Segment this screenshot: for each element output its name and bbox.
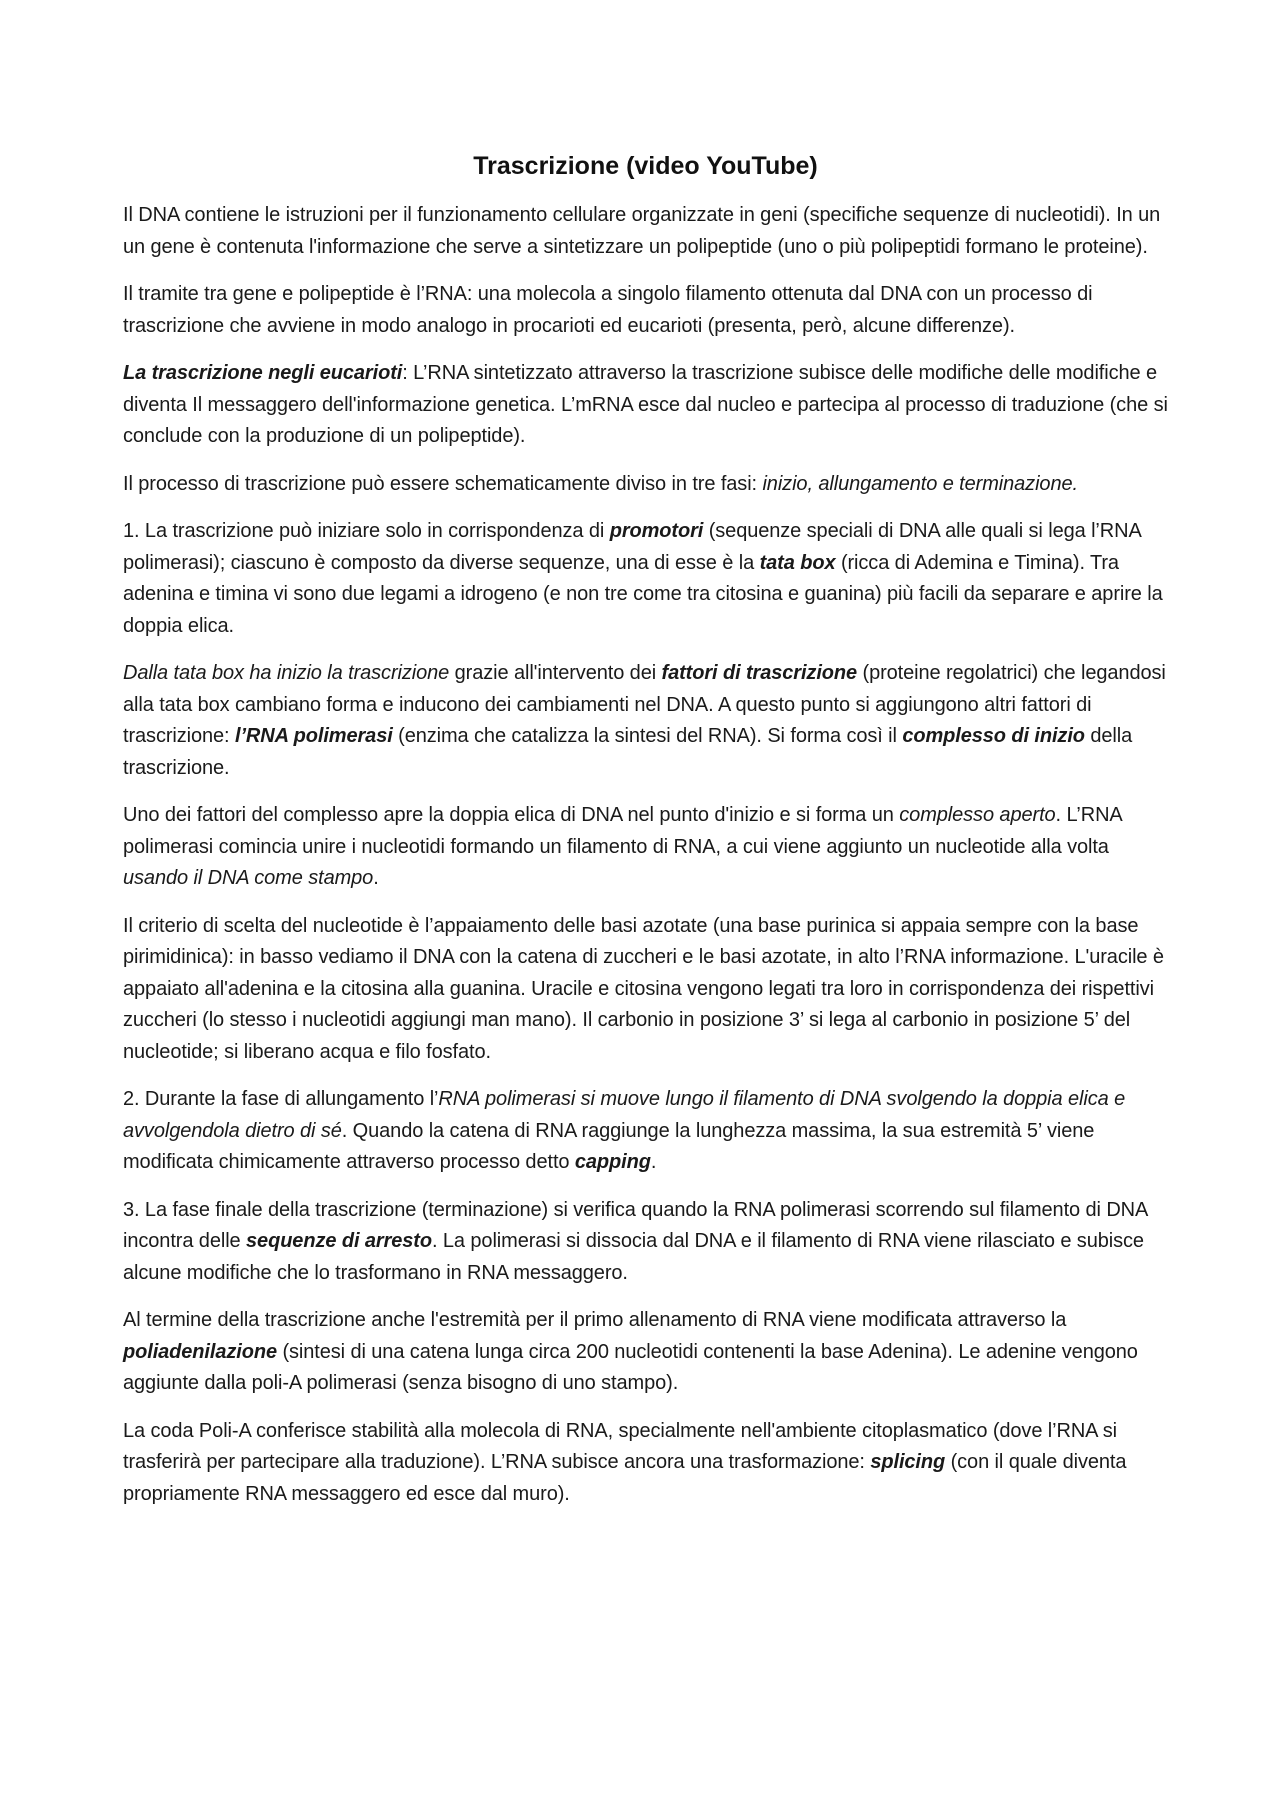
italic-run: Dalla tata box ha inizio la trascrizione: [123, 662, 450, 684]
paragraph: [123, 658, 1168, 784]
emphasis-term: sequenze di arresto: [246, 1230, 432, 1252]
paragraph: [123, 911, 1168, 1069]
text-run: (con il quale diventa propriamente RNA messaggero ed esce dal muro).: [123, 1451, 1127, 1505]
text-run: Il criterio di scelta del nucleotide è l’appaiamento delle basi azotate (una base purinica si appaia sempre con la base pirimidinica): in basso vediamo il DNA con la catena di zuccheri e le basi azotate, in alto l’RNA informazione. L'uracile è appaiato all'adenina e la citosina alla guanina. Uracile e citosina vengono legati tra loro in corrispondenza dei rispettivi zuccheri (lo stesso i nucleotidi aggiungi man mano). Il carbonio in posizione 3’ si lega al carbonio in posizione 5’ del nucleotide; si liberano acqua e filo fosfato.: [123, 914, 1164, 1063]
text-run: Uno dei fattori del complesso apre la doppia elica di DNA nel punto d'inizio e si forma un: [123, 804, 900, 826]
text-run: Il processo di trascrizione può essere schematicamente diviso in tre fasi:: [123, 472, 763, 495]
italic-run: inizio, allungamento e terminazione.: [762, 472, 1078, 495]
text-run: . L’RNA polimerasi comincia unire i nucleotidi formando un filamento di RNA, a cui viene aggiunto un nucleotide alla volta: [123, 804, 1122, 858]
text-run: . Quando la catena di RNA raggiunge la lunghezza massima, la sua estremità 5’ viene modificata chimicamente attraverso processo detto: [123, 1119, 1095, 1173]
paragraph: [123, 469, 1168, 501]
text-run: (enzima che catalizza la sintesi del RNA). Si forma così il: [392, 725, 903, 747]
text-run: 3. La fase finale della trascrizione (terminazione) si verifica quando la RNA polimerasi scorrendo sul filamento di DNA incontra delle: [123, 1198, 1148, 1252]
text-run: . La polimerasi si dissocia dal DNA e il filamento di RNA viene rilasciato e subisce alcune modifiche che lo trasformano in RNA messaggero.: [123, 1230, 1144, 1284]
emphasis-term: fattori di trascrizione: [661, 662, 858, 684]
text-run: Il DNA contiene le istruzioni per il funzionamento cellulare organizzate in geni (specifiche sequenze di nucleotidi). In un un gene è contenuta l'informazione che serve a sintetizzare un polipeptide (uno o più polipeptidi formano le proteine).: [123, 204, 1161, 258]
emphasis-term: tata box: [759, 551, 836, 574]
text-run: (sintesi di una catena lunga circa 200 nucleotidi contenenti la base Adenina). Le adenine vengono aggiunte dalla poli-A polimerasi (senza bisogno di uno stampo).: [123, 1340, 1138, 1394]
text-run: .: [650, 1151, 657, 1173]
document-body: [123, 200, 1168, 1510]
text-run: (ricca di Ademina e Timina). Tra adenina e timina vi sono due legami a idrogeno (e non tre come tra citosina e guanina) più facili da separare e aprire la doppia elica.: [123, 551, 1163, 637]
text-run: Al termine della trascrizione anche l'estremità per il primo allenamento di RNA viene modificata attraverso la: [123, 1309, 1067, 1331]
text-run: 2. Durante la fase di allungamento l’: [123, 1088, 439, 1110]
text-run: (proteine regolatrici) che legandosi alla tata box cambiano forma e inducono dei cambiamenti nel DNA. A questo punto si aggiungono altri fattori di trascrizione:: [123, 662, 1166, 747]
text-run: della trascrizione.: [123, 725, 1133, 779]
paragraph: [123, 1084, 1168, 1179]
emphasis-term: capping: [574, 1151, 651, 1173]
emphasis-term: promotori: [609, 520, 704, 542]
text-run: (sequenze speciali di DNA alle quali si lega l’RNA polimerasi); ciascuno è composto da diverse sequenze, una di esse è la: [123, 520, 1141, 574]
emphasis-term: complesso di inizio: [902, 725, 1085, 747]
text-run: : L’RNA sintetizzato attraverso la trascrizione subisce delle modifiche delle modifiche e diventa Il messaggero dell'informazione genetica. L’mRNA esce dal nucleo e partecipa al processo di traduzione (che si conclude con la produzione di un polipeptide).: [123, 362, 1168, 447]
document-page: [123, 150, 1168, 1526]
paragraph: [123, 200, 1168, 263]
paragraph: [123, 1305, 1168, 1400]
emphasis-term: La trascrizione negli eucarioti: [123, 362, 403, 384]
text-run: La coda Poli-A conferisce stabilità alla molecola di RNA, specialmente nell'ambiente citoplasmatico (dove l’RNA si trasferirà per partecipare alla traduzione). L’RNA subisce ancora una trasformazione:: [123, 1419, 1118, 1473]
italic-run: usando il DNA come stampo: [123, 867, 374, 889]
paragraph: [123, 1416, 1168, 1511]
emphasis-term: l’RNA polimerasi: [234, 725, 393, 747]
paragraph: [123, 800, 1168, 895]
document-title: Trascrizione (video YouTube): [473, 152, 818, 180]
text-run: grazie all'intervento dei: [449, 662, 662, 684]
emphasis-term: splicing: [870, 1451, 946, 1473]
text-run: .: [373, 867, 379, 889]
paragraph: [123, 516, 1168, 642]
paragraph: [123, 1195, 1168, 1290]
text-run: Il tramite tra gene e polipeptide è l’RNA: una molecola a singolo filamento ottenuta dal DNA con un processo di trascrizione che avviene in modo analogo in procarioti ed eucarioti (presenta, però, alcune differenze).: [123, 283, 1093, 337]
italic-run: complesso aperto: [899, 804, 1056, 826]
paragraph: [123, 358, 1168, 453]
italic-run: RNA polimerasi si muove lungo il filamento di DNA svolgendo la doppia elica e avvolgendola dietro di sé: [123, 1088, 1126, 1142]
emphasis-term: poliadenilazione: [123, 1340, 277, 1363]
paragraph: [123, 279, 1168, 342]
text-run: 1. La trascrizione può iniziare solo in corrispondenza di: [123, 520, 610, 542]
